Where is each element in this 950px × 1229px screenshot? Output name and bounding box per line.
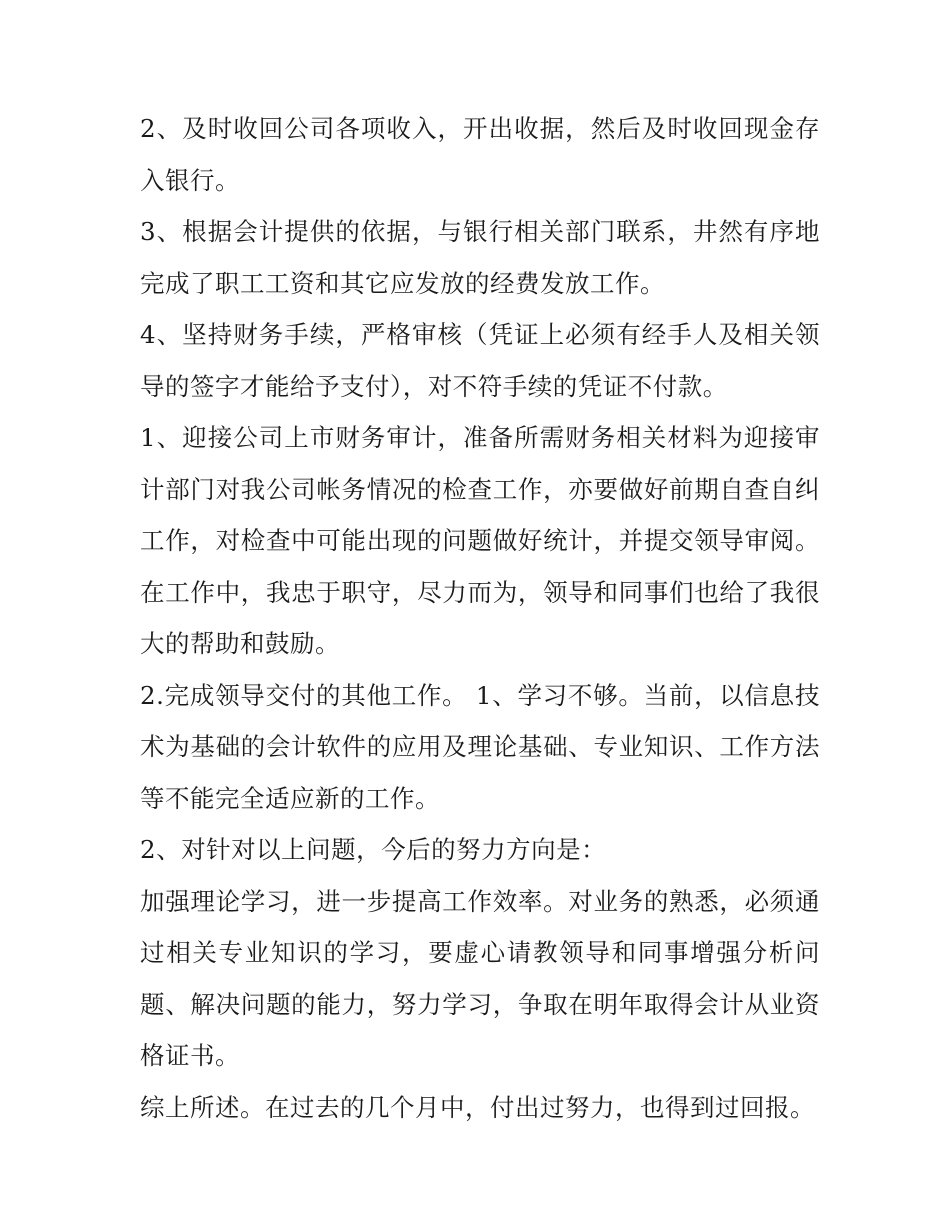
paragraph-1: 2、及时收回公司各项收入，开出收据，然后及时收回现金存入银行。 (140, 114, 820, 195)
paragraph-2: 3、根据会计提供的依据，与银行相关部门联系，井然有序地完成了职工工资和其它应发放的经费发放工作。 (140, 217, 820, 298)
paragraph-6: 2、对针对以上问题，今后的努力方向是： (140, 835, 607, 864)
paragraph-4: 1、迎接公司上市财务审计，准备所需财务相关材料为迎接审计部门对我公司帐务情况的检查工作，亦要做好前期自查自纠工作，对检查中可能出现的问题做好统计，并提交领导审阅。在工作中，我忠于职守，尽力而为，领导和同事们也给了我很大的帮助和鼓励。 (140, 423, 820, 658)
paragraph-5: 2.完成领导交付的其他工作。 1、学习不够。当前，以信息技术为基础的会计软件的应用及理论基础、专业知识、工作方法等不能完全适应新的工作。 (140, 680, 820, 813)
paragraph-3: 4、坚持财务手续，严格审核（凭证上必须有经手人及相关领导的签字才能给予支付），对不符手续的凭证不付款。 (140, 320, 820, 401)
paragraph-7: 加强理论学习，进一步提高工作效率。对业务的熟悉，必须通过相关专业知识的学习，要虚心请教领导和同事增强分析问题、解决问题的能力，努力学习，争取在明年取得会计从业资格证书。 (140, 886, 820, 1070)
paragraph-8: 综上所述。在过去的几个月中，付出过努力，也得到过回报。 (140, 1092, 815, 1122)
document-body (140, 103, 820, 1133)
